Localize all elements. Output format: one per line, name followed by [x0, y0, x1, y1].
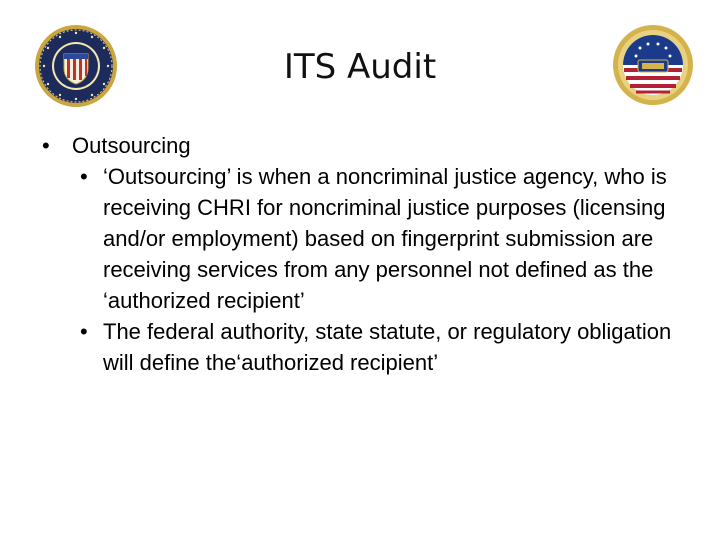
fbi-seal-icon [34, 24, 118, 108]
sub-bullet-text: ‘Outsourcing’ is when a noncriminal justice agency, who is receiving CHRI for noncriminal justice purposes (licensing and/or employment) based on fingerprint submission are receiving services from any personnel not defined as the ‘authorized recipient’ [103, 164, 667, 313]
bullet-list [42, 130, 682, 378]
sub-bullet-text: The federal authority, state statute, or regulatory obligation will define the‘authorized recipient’ [103, 319, 672, 375]
sub-bullet-marker: • [80, 319, 88, 344]
sub-bullet-marker: • [80, 164, 88, 189]
bullet-text: Outsourcing [72, 133, 191, 158]
sub-bullet-authority [42, 316, 682, 378]
bullet-marker: • [42, 133, 50, 158]
bullet-outsourcing [42, 130, 682, 161]
cjis-seal-icon [612, 24, 694, 106]
sub-bullet-definition [42, 161, 682, 316]
slide-title: ITS Audit [283, 47, 437, 87]
